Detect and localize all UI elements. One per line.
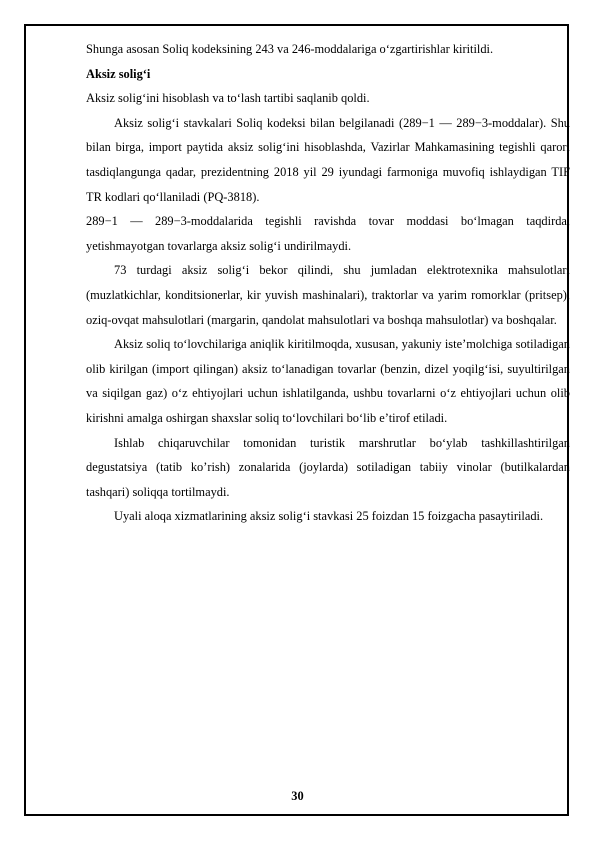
paragraph: Aksiz solig‘ini hisoblash va to‘lash tartibi saqlanib qoldi.	[86, 91, 370, 106]
section-heading: Aksiz solig‘i	[86, 66, 151, 81]
paragraph: 289−1 — 289−3-moddalarida tegishli ravishda tovar moddasi bo‘lmagan taqdirda, yetishmayotgan tovarlarga aksiz solig‘i undirilmaydi.	[86, 214, 570, 253]
paragraph: Ishlab chiqaruvchilar tomonidan turistik marshrutlar bo‘ylab tashkillashtirilgan degustatsiya (tatib ko’rish) zonalarida (joylarda) sotiladigan tabiiy vinolar (butilkalardan tashqari) soliqqa tortilmaydi.	[86, 435, 570, 499]
paragraph: Aksiz soliq to‘lovchilariga aniqlik kiritilmoqda, xususan, yakuniy iste’molchiga sotiladigan olib kirilgan (import qilingan) aksiz to‘lanadigan tovarlar (benzin, dizel yoqilg‘isi, suyultirilgan va siqilgan gaz) o‘z ehtiyojlari uchun ishlatilganda, ushbu tovarlarni o‘z ehtiyojlari uchun olib kirishni amalga oshirgan shaxslar soliq to‘lovchilari bo‘lib e’tirof etiladi.	[86, 337, 570, 425]
intro-sentence: Shunga asosan Soliq kodeksining 243 va 246-moddalariga o‘zgartirishlar kiritildi.	[86, 42, 494, 56]
document-body	[86, 37, 570, 529]
paragraph: Aksiz solig‘i stavkalari Soliq kodeksi bilan belgilanadi (289−1 — 289−3-moddalar). Shu bilan birga, import paytida aksiz solig‘ini hisoblashda, Vazirlar Mahkamasining tegishli qarori tasdiqlangunga qadar, prezidentning 2018 yil 29 iyundagi farmoniga muvofiq ishlaydigan TIF TR kodlari qo‘llaniladi (PQ-3818).	[86, 115, 570, 204]
paragraph: Uyali aloqa xizmatlarining aksiz solig‘i stavkasi 25 foizdan 15 foizgacha pasaytiriladi.	[114, 509, 544, 524]
page-number: 30	[291, 789, 304, 803]
paragraph: 73 turdagi aksiz solig‘i bekor qilindi, shu jumladan elektrotexnika mahsulotlari (muzlatkichlar, konditsionerlar, kir yuvish mashinalari), traktorlar va yarim romorklar (pritsep), oziq-ovqat mahsulotlari (margarin, qandolat mahsulotlari va boshqa mahsulotlar) va boshqalar.	[86, 263, 570, 327]
